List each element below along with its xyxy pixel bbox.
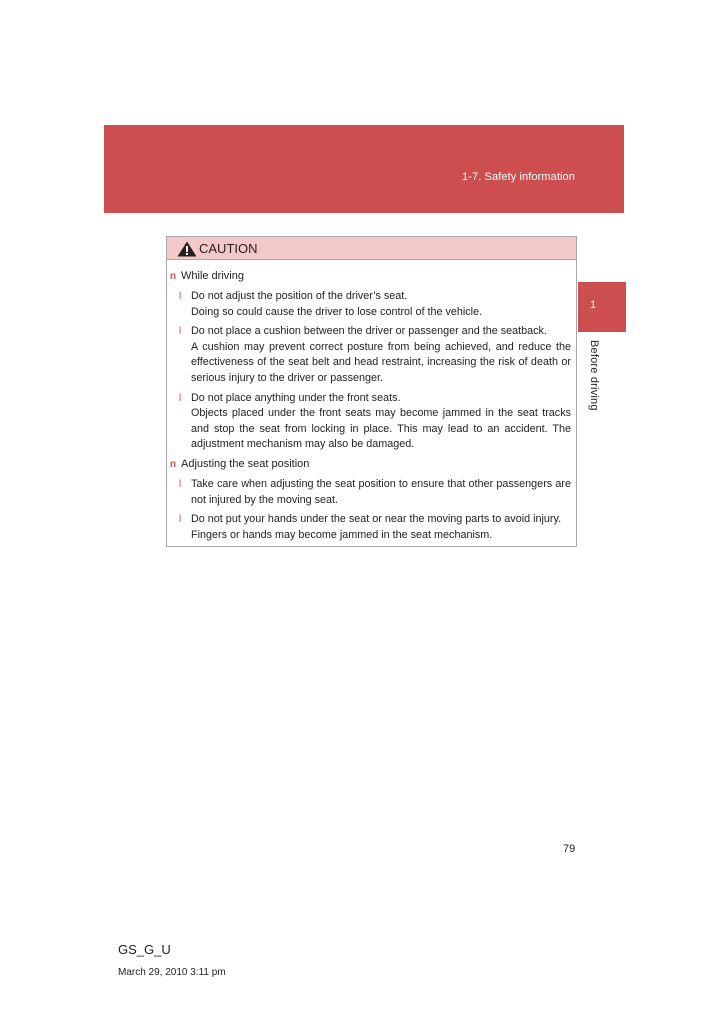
- subheading: [167, 269, 576, 285]
- chapter-number: 1: [590, 299, 597, 311]
- bullet-icon: l: [179, 514, 182, 526]
- caution-item: [179, 512, 571, 543]
- section-marker-icon: n: [170, 271, 177, 282]
- warning-triangle-icon: [177, 241, 197, 257]
- page-number: 79: [563, 843, 576, 855]
- chapter-tab: [578, 282, 626, 332]
- item-text: Do not adjust the position of the driver’s seat.: [191, 290, 408, 302]
- doc-id: GS_G_U: [118, 942, 171, 957]
- chapter-label: Before driving: [588, 340, 600, 411]
- caution-title: CAUTION: [199, 241, 258, 256]
- caution-content: [167, 269, 576, 543]
- section-title: 1-7. Safety information: [462, 171, 575, 183]
- subheading-text: Adjusting the seat position: [181, 457, 310, 470]
- caution-header: [167, 237, 576, 260]
- caution-item: [179, 289, 571, 320]
- bullet-icon: l: [179, 392, 182, 404]
- subheading-text: While driving: [181, 270, 244, 282]
- bullet-icon: l: [179, 326, 182, 338]
- caution-item: [179, 477, 571, 508]
- caution-box: [166, 236, 577, 547]
- subheading: [167, 457, 576, 473]
- caution-item: [179, 391, 571, 453]
- item-text: Fingers or hands may become jammed in the seat mechanism.: [191, 528, 493, 541]
- item-text: Objects placed under the front seats may become jammed in the seat tracks and stop the seat from locking in place. This may lead to an accident. The adjustment mechanism may also be damaged.: [191, 407, 571, 451]
- bullet-icon: l: [179, 478, 182, 490]
- item-text: Do not place anything under the front seats.: [191, 391, 401, 404]
- caution-item: [179, 324, 571, 386]
- section-marker-icon: n: [170, 458, 177, 470]
- item-text: Do not place a cushion between the driver or passenger and the seatback.: [191, 325, 547, 338]
- header-band: [104, 125, 624, 213]
- item-text: Take care when adjusting the seat position to ensure that other passengers are not injured by the moving seat.: [191, 477, 571, 506]
- doc-date: March 29, 2010 3:11 pm: [118, 967, 226, 978]
- item-text: A cushion may prevent correct posture from being achieved, and reduce the effectiveness of the seat belt and head restraint, increasing the risk of death or serious injury to the driver or passenger.: [191, 340, 571, 384]
- bullet-icon: l: [179, 291, 182, 302]
- item-text: Doing so could cause the driver to lose control of the vehicle.: [191, 305, 483, 318]
- item-text: Do not put your hands under the seat or near the moving parts to avoid injury.: [191, 513, 562, 526]
